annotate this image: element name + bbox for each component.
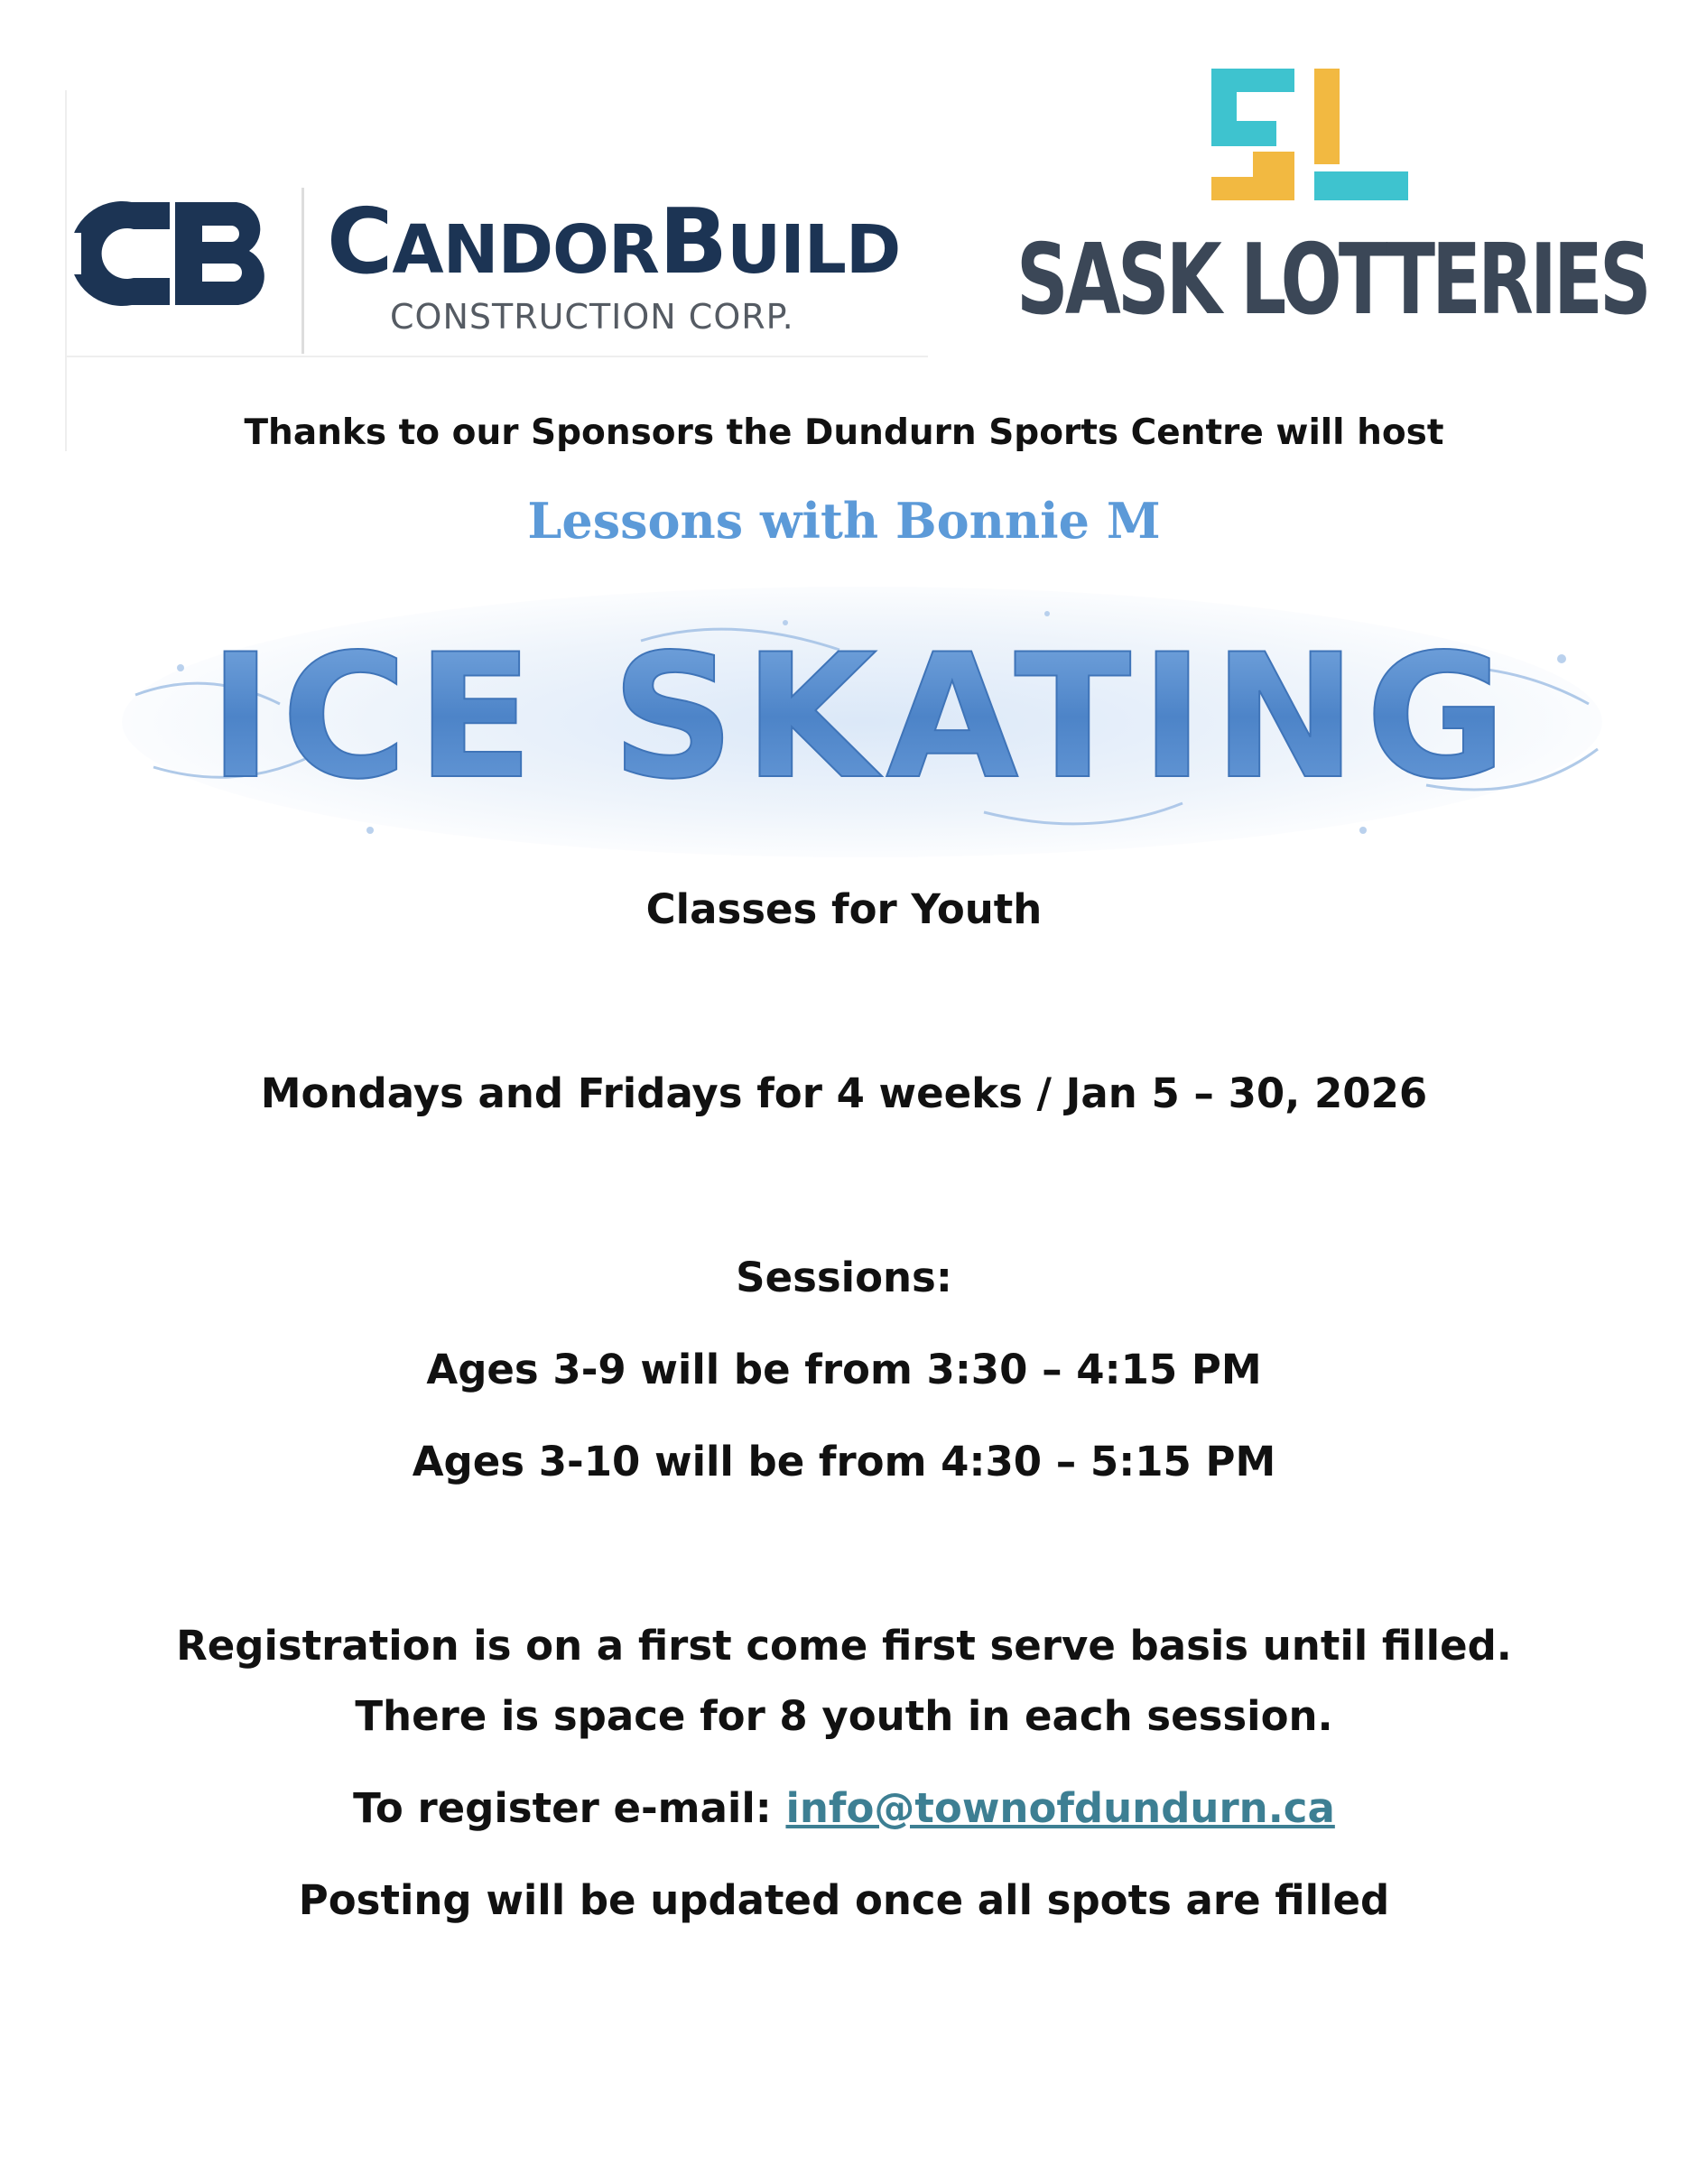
candor-build-wordmark: CANDORBUILD [327,189,901,294]
register-email-link[interactable]: info@townofdundurn.ca [785,1784,1335,1832]
sessions-heading: Sessions: [736,1254,952,1301]
registration-capacity: There is space for 8 youth in each session. [355,1692,1333,1740]
logo-border-left [65,90,67,451]
session-item: Ages 3-10 will be from 4:30 – 5:15 PM [412,1438,1276,1485]
schedule-line: Mondays and Fridays for 4 weeks / Jan 5 – 30, 2026 [260,1069,1428,1117]
register-prefix: To register e-mail: [353,1784,772,1832]
candor-build-logo [65,90,928,361]
logo-divider [301,188,304,354]
candor-build-cb-mark [69,197,271,310]
sask-lotteries-mark [1208,65,1410,202]
session-item: Ages 3-9 will be from 3:30 – 4:15 PM [426,1346,1262,1393]
logo-border-bottom [65,356,928,357]
registration-basis: Registration is on a first come first serve basis until filled. [176,1622,1512,1670]
ice-skating-banner [99,560,1625,884]
classes-heading: Classes for Youth [645,885,1043,933]
posting-note: Posting will be updated once all spots are filled [298,1876,1390,1924]
lessons-subtitle: Lessons with Bonnie M [527,492,1161,550]
candor-build-subtitle: CONSTRUCTION CORP. [390,297,794,337]
register-line [0,1780,1688,1837]
svg-text:ICE SKATING: ICE SKATING [209,617,1516,817]
sponsors-intro: Thanks to our Sponsors the Dundurn Sports Centre will host [244,412,1444,453]
sask-lotteries-wordmark: SASK LOTTERIES [1016,224,1648,337]
